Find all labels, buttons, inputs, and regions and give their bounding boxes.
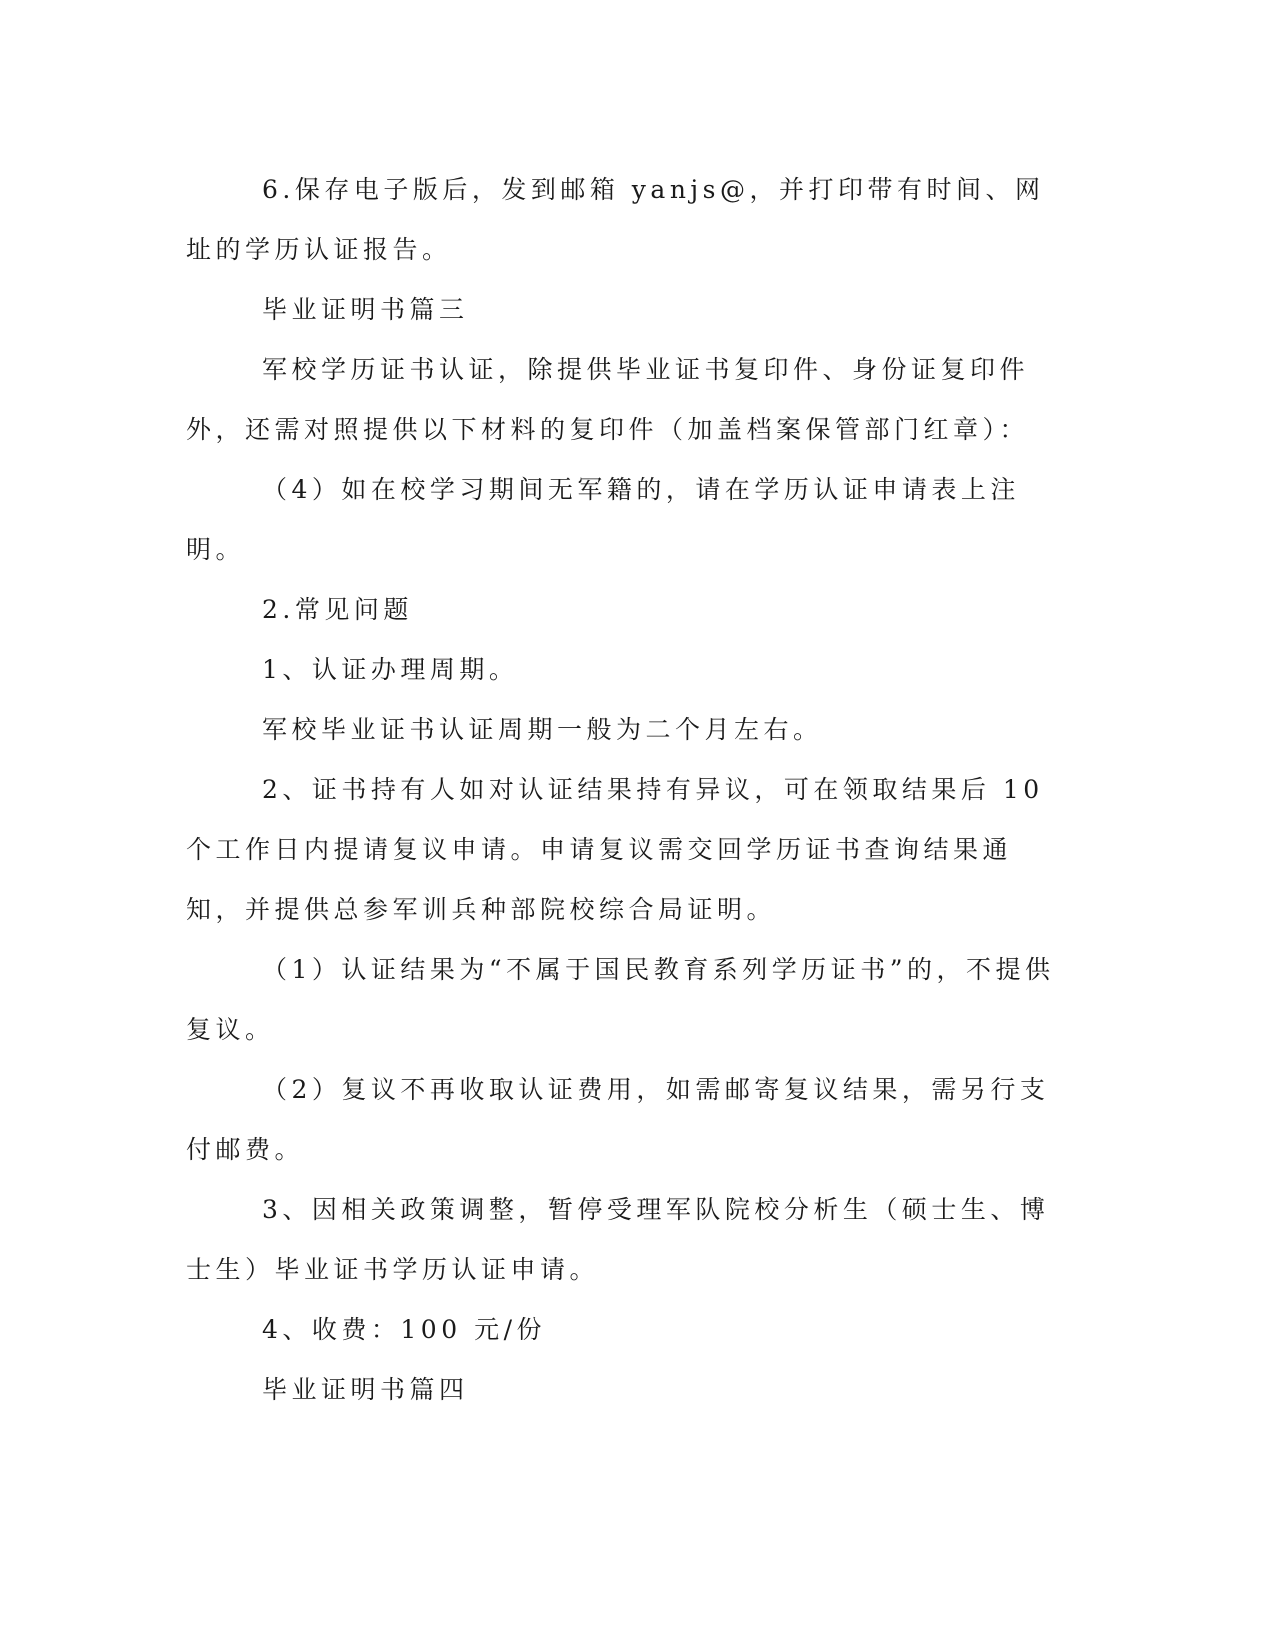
document-body (186, 160, 1056, 1420)
paragraph-military-certification: 军校学历证书认证，除提供毕业证书复印件、身份证复印件外，还需对照提供以下材料的复印件（加盖档案保管部门红章）： (186, 355, 1030, 444)
paragraph-policy-suspension: 3、因相关政策调整，暂停受理军队院校分析生（硕士生、博士生）毕业证书学历认证申请。 (186, 1195, 1050, 1284)
paragraph-no-military-status: （4）如在校学习期间无军籍的，请在学历认证申请表上注明。 (186, 475, 1020, 564)
question-processing-period: 1、认证办理周期。 (262, 655, 519, 684)
answer-processing-period: 军校毕业证书认证周期一般为二个月左右。 (262, 715, 823, 744)
section-heading-part-three: 毕业证明书篇三 (262, 295, 469, 324)
paragraph-fee: 4、收费：100 元/份 (262, 1315, 546, 1344)
paragraph-review-application: 2、证书持有人如对认证结果持有异议，可在领取结果后 10 个工作日内提请复议申请。申请复议需交回学历证书查询结果通知，并提供总参军训兵种部院校综合局证明。 (186, 775, 1044, 924)
paragraph-no-review: （1）认证结果为“不属于国民教育系列学历证书”的，不提供复议。 (186, 955, 1055, 1044)
section-heading-part-four: 毕业证明书篇四 (262, 1375, 469, 1404)
heading-common-questions: 2.常见问题 (262, 595, 413, 624)
paragraph-save-email: 6.保存电子版后，发到邮箱 yanjs@，并打印带有时间、网址的学历认证报告。 (186, 175, 1045, 264)
paragraph-review-fee: （2）复议不再收取认证费用，如需邮寄复议结果，需另行支付邮费。 (186, 1075, 1050, 1164)
